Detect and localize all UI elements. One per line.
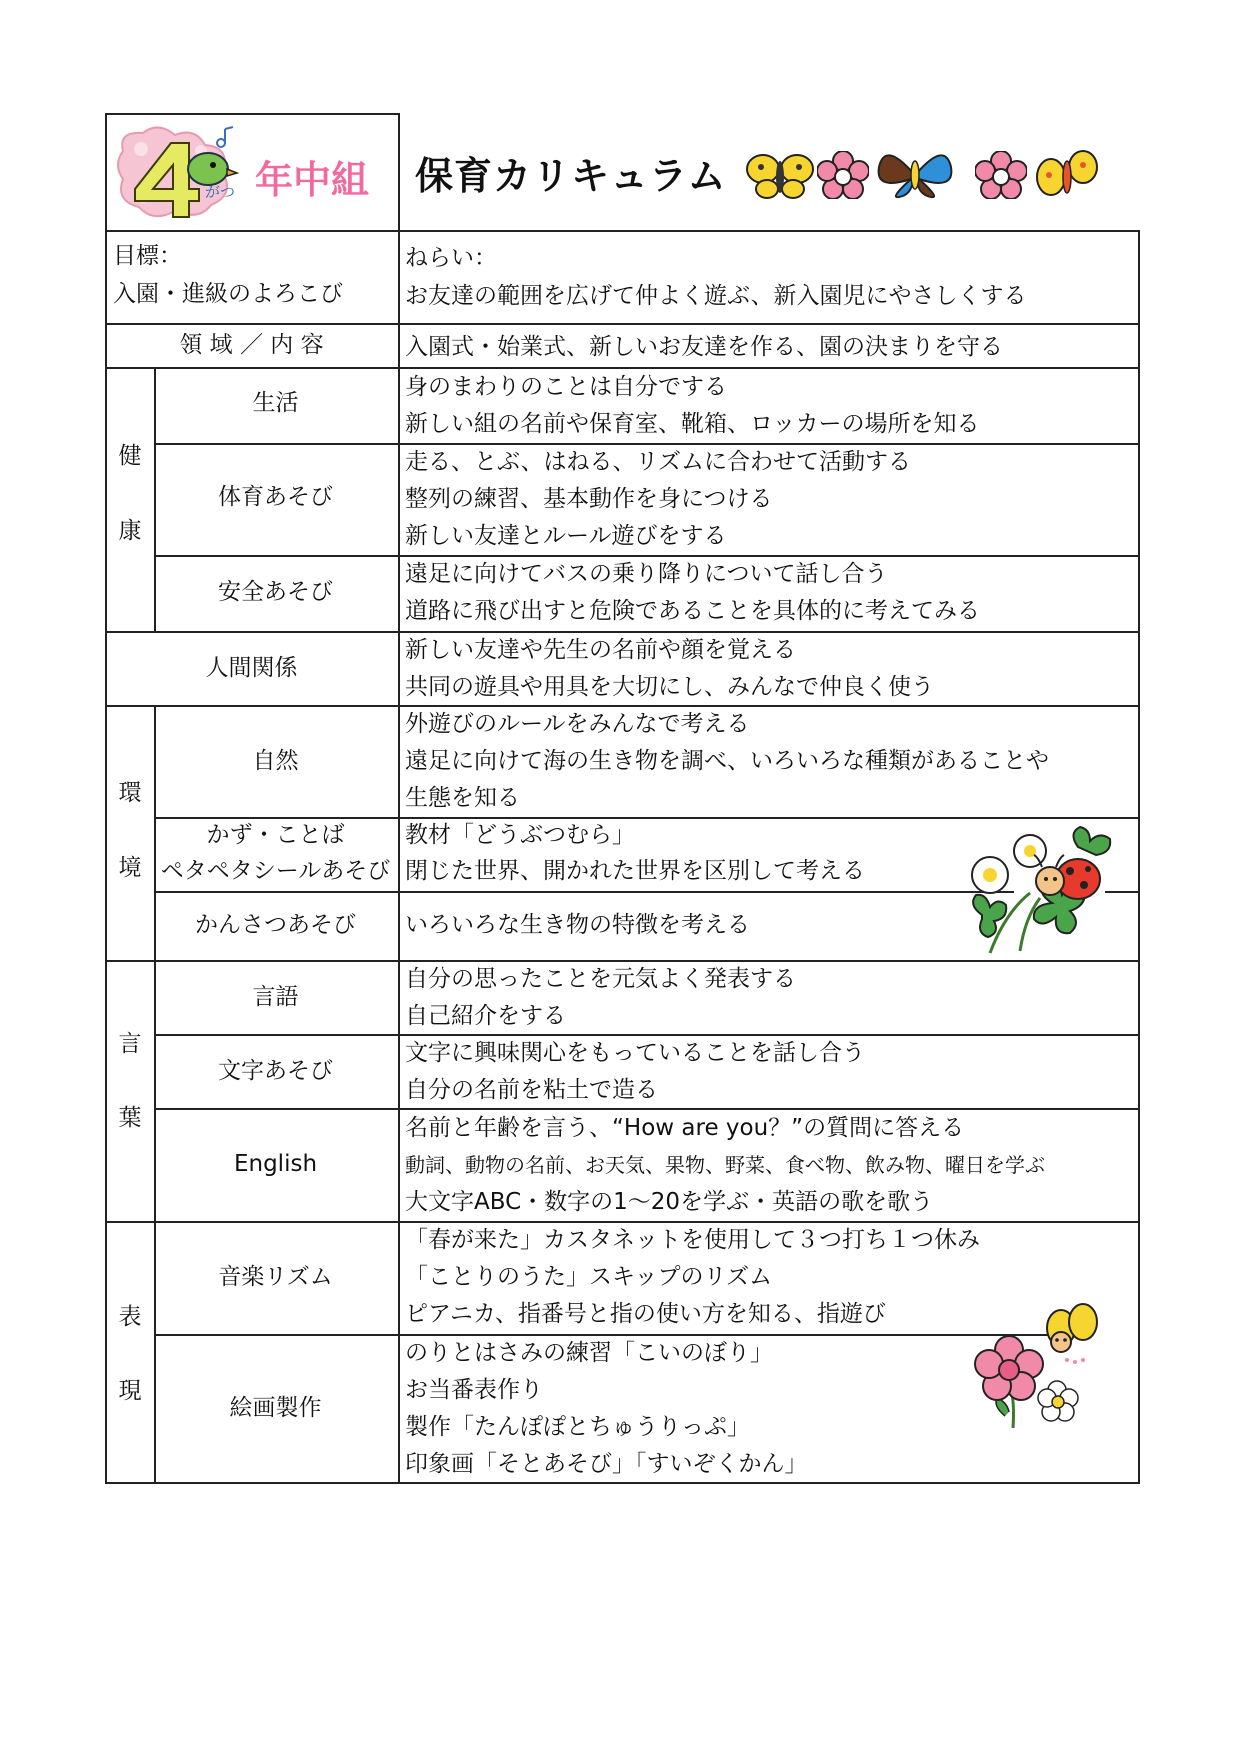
ongaku-line-3: ピアニカ、指番号と指の使い方を知る、指遊び [405,1301,886,1327]
shizen-line-1: 外遊びのルールをみんなで考える [405,711,750,737]
aim-label: ねらい： [405,245,497,271]
label-kaiga: 絵画製作 [229,1395,322,1421]
curriculum-sheet [105,113,1140,1484]
butterfly-icon [745,149,815,201]
label-taiiku: 体育あそび [218,484,333,510]
butterfly-icon [1035,147,1099,205]
goal-label: 目標： [113,243,182,269]
ladybug-clover-illustration [960,823,1120,958]
anzen-line-1: 遠足に向けてバスの乗り降りについて話し合う [405,561,888,587]
domain-header-label: 領 域 ／ 内 容 [179,332,324,358]
month-suffix: がつ [205,183,236,201]
kazu-line-1: 教材「どうぶつむら」 [405,822,635,848]
label-seikatsu: 生活 [252,390,299,416]
class-name: 年中組 [255,158,370,202]
ongaku-line-2: 「ことりのうた」スキップのリズム [405,1264,773,1290]
kaiga-line-2: お当番表作り [405,1377,543,1403]
category-kenko-2: 康 [118,518,142,544]
gengo-line-1: 自分の思ったことを元気よく発表する [405,966,796,992]
goal-text: 入園・進級のよろこび [113,281,343,307]
category-kotoba-2: 葉 [118,1105,142,1131]
aim-text: お友達の範囲を広げて仲よく遊ぶ、新入園児にやさしくする [405,283,1027,309]
flower-icon [817,151,869,199]
gengo-line-2: 自己紹介をする [405,1003,566,1029]
label-kansatsu: かんさつあそび [195,912,356,938]
label-kazu-kotoba: かず・ことば [206,822,345,848]
month-badge-illustration [113,121,248,223]
anzen-line-2: 道路に飛び出すと危険であることを具体的に考えてみる [405,598,980,624]
moji-line-2: 自分の名前を粘土で造る [405,1077,658,1103]
kaiga-line-1: のりとはさみの練習「こいのぼり」 [405,1340,773,1366]
category-kankyo-2: 境 [118,855,142,881]
category-kotoba-1: 言 [118,1031,142,1057]
seikatsu-line-2: 新しい組の名前や保育室、靴箱、ロッカーの場所を知る [405,411,980,437]
english-line-1: 名前と年齢を言う、“How are you？”の質問に答える [405,1115,965,1141]
flower-icon [975,151,1027,199]
domain-header-text: 入園式・始業式、新しいお友達を作る、園の決まりを守る [405,334,1003,360]
label-shizen: 自然 [252,748,299,774]
category-kankyo-1: 環 [118,780,142,806]
label-moji: 文字あそび [218,1058,333,1084]
taiiku-line-1: 走る、とぶ、はねる、リズムに合わせて活動する [405,449,911,475]
kazu-line-2: 閉じた世界、開かれた世界を区別して考える [405,858,865,884]
kaiga-line-3: 製作「たんぽぽとちゅうりっぷ」 [405,1414,750,1440]
butterfly-icon [875,147,955,201]
seikatsu-line-1: 身のまわりのことは自分でする [405,374,727,400]
flower-bee-illustration [965,1298,1105,1433]
ningen-line-2: 共同の遊具や用具を大切にし、みんなで仲良く使う [405,674,934,700]
category-hyogen-2: 現 [118,1378,142,1404]
label-petapeta: ペタペタシールあそび [160,858,391,884]
english-line-3: 大文字ABC・数字の1〜20を学ぶ・英語の歌を歌う [405,1189,934,1215]
english-line-2: 動詞、動物の名前、お天気、果物、野菜、食べ物、飲み物、曜日を学ぶ [405,1153,1045,1177]
label-gengo: 言語 [252,984,299,1010]
kaiga-line-4: 印象画「そとあそび」「すいぞくかん」 [405,1451,808,1477]
taiiku-line-3: 新しい友達とルール遊びをする [405,523,727,549]
label-ningen: 人間関係 [205,655,298,681]
shizen-line-2: 遠足に向けて海の生き物を調べ、いろいろな種類があることや [405,748,1049,774]
category-kenko-1: 健 [118,443,142,469]
label-english: English [233,1151,318,1177]
page-title: 保育カリキュラム [415,154,727,198]
taiiku-line-2: 整列の練習、基本動作を身につける [405,486,773,512]
shizen-line-3: 生態を知る [405,785,520,811]
moji-line-1: 文字に興味関心をもっていることを話し合う [405,1040,865,1066]
kansatsu-line-1: いろいろな生き物の特徴を考える [405,912,750,938]
ningen-line-1: 新しい友達や先生の名前や顔を覚える [405,637,796,663]
category-hyogen-1: 表 [118,1304,142,1330]
label-ongaku: 音楽リズム [218,1264,333,1290]
label-anzen: 安全あそび [218,579,333,605]
ongaku-line-1: 「春が来た」カスタネットを使用して３つ打ち１つ休み [405,1227,980,1253]
